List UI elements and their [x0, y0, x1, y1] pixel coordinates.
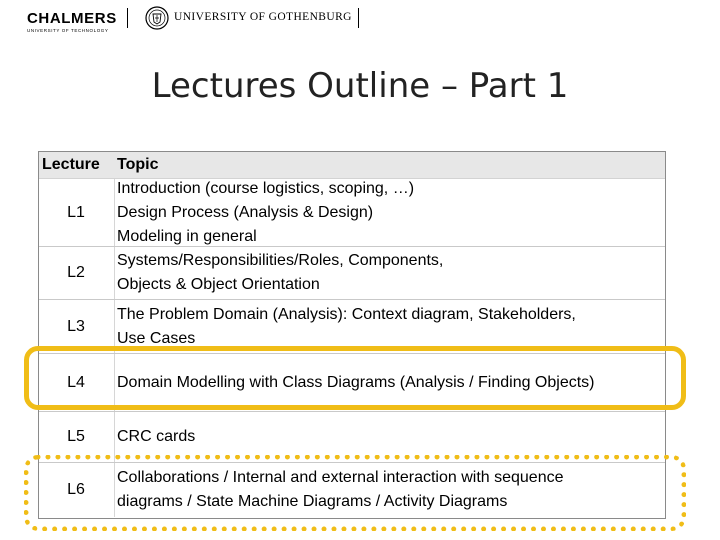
topic-line: Objects & Object Orientation — [117, 276, 320, 293]
lecture-number: L3 — [67, 317, 85, 335]
table-row — [38, 247, 666, 300]
lecture-number: L1 — [67, 203, 85, 221]
topic-line: Collaborations / Internal and external interaction with sequence — [117, 469, 564, 486]
topic-line: Introduction (course logistics, scoping, …) — [117, 179, 415, 197]
topic-line: Design Process (Analysis & Design) — [117, 203, 374, 221]
topic-line: Use Cases — [117, 329, 196, 347]
chalmers-logo-text: CHALMERS — [27, 10, 117, 27]
slide-title: Lectures Outline – Part 1 — [151, 66, 569, 106]
lecture-number: L4 — [67, 373, 85, 391]
lecture-topic: Domain Modelling with Class Diagrams (Analysis / Finding Objects) — [117, 373, 595, 391]
topic-line: Systems/Responsibilities/Roles, Components, — [117, 252, 444, 269]
topic-line: The Problem Domain (Analysis): Context diagram, Stakeholders, — [117, 305, 576, 323]
header-topic: Topic — [117, 155, 159, 173]
header-lecture: Lecture — [42, 155, 100, 173]
topic-line: Modeling in general — [117, 227, 257, 245]
university-seal-icon — [145, 6, 169, 30]
chalmers-logo — [27, 11, 117, 34]
table-header-row — [38, 151, 666, 179]
lecture-topic — [117, 179, 662, 246]
chalmers-logo-subtitle: UNIVERSITY OF TECHNOLOGY — [27, 28, 109, 33]
lecture-number: L5 — [67, 428, 85, 445]
lecture-topic: CRC cards — [117, 428, 196, 445]
lecture-number: L2 — [67, 264, 85, 281]
lecture-topic — [117, 247, 662, 299]
table-row — [38, 179, 666, 247]
logo-divider-1 — [127, 8, 128, 28]
logo-divider-2 — [358, 8, 359, 28]
lecture-number: L6 — [67, 481, 85, 498]
highlight-dotted-l6 — [24, 455, 686, 531]
gu-logo-text: UNIVERSITY OF GOTHENBURG — [174, 11, 352, 23]
highlight-solid-l4 — [24, 346, 686, 410]
topic-line: diagrams / State Machine Diagrams / Activity Diagrams — [117, 493, 508, 510]
